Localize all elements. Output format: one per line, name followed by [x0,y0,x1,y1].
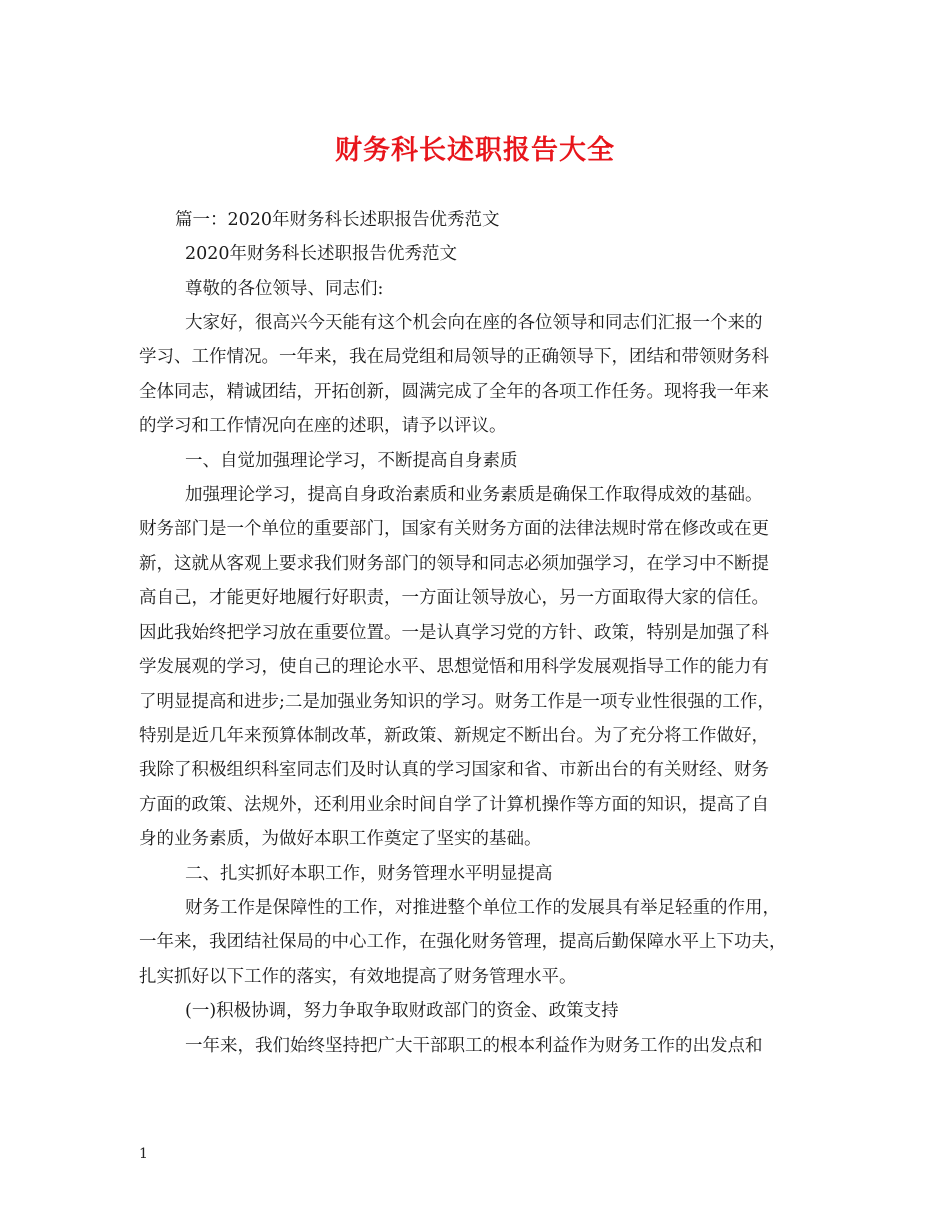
document-title: 财务科长述职报告大全 [335,135,615,166]
line-22: 一年来，我团结社保局的中心工作，在强化财务管理，提高后勤保障水平上下功夫， [139,932,787,952]
line-24: (一)积极协调，努力争取争取财政部门的资金、政策支持 [185,1001,619,1021]
line-14: 学发展观的学习，使自己的理论水平、思想觉悟和用科学发展观指导工作的能力有 [139,657,769,677]
line-1: 篇一：2020年财务科长述职报告优秀范文 [175,210,500,230]
line-4: 大家好，很高兴今天能有这个机会向在座的各位领导和同志们汇报一个来的 [185,313,763,333]
line-15: 了明显提高和进步;二是加强业务知识的学习。财务工作是一项专业性很强的工作， [139,692,775,712]
line-9: 加强理论学习，提高自身政治素质和业务素质是确保工作取得成效的基础。 [185,485,763,505]
line-19: 身的业务素质，为做好本职工作奠定了坚实的基础。 [139,829,542,849]
line-20: 二、扎实抓好本职工作，财务管理水平明显提高 [185,864,553,884]
line-8: 一、自觉加强理论学习，不断提高自身素质 [185,451,518,471]
line-23: 扎实抓好以下工作的落实，有效地提高了财务管理水平。 [139,967,577,987]
line-12: 高自己，才能更好地履行好职责，一方面让领导放心，另一方面取得大家的信任。 [139,588,769,608]
line-25: 一年来，我们始终坚持把广大干部职工的根本利益作为财务工作的出发点和 [185,1036,763,1056]
line-7: 的学习和工作情况向在座的述职，请予以评议。 [139,416,507,436]
line-21: 财务工作是保障性的工作，对推进整个单位工作的发展具有举足轻重的作用， [185,898,780,918]
line-13: 因此我始终把学习放在重要位置。一是认真学习党的方针、政策，特别是加强了科 [139,623,769,643]
line-6: 全体同志，精诚团结，开拓创新，圆满完成了全年的各项工作任务。现将我一年来 [139,382,769,402]
line-16: 特别是近几年来预算体制改革，新政策、新规定不断出台。为了充分将工作做好， [139,726,769,746]
page-number: 1 [139,1146,148,1162]
line-3: 尊敬的各位领导、同志们: [185,279,384,299]
line-11: 新，这就从客观上要求我们财务部门的领导和同志必须加强学习，在学习中不断提 [139,554,769,574]
line-18: 方面的政策、法规外，还利用业余时间自学了计算机操作等方面的知识，提高了自 [139,795,769,815]
line-2: 2020年财务科长述职报告优秀范文 [185,244,458,264]
line-5: 学习、工作情况。一年来，我在局党组和局领导的正确领导下，团结和带领财务科 [139,347,769,367]
line-10: 财务部门是一个单位的重要部门，国家有关财务方面的法律法规时常在修改或在更 [139,519,769,539]
line-17: 我除了积极组织科室同志们及时认真的学习国家和省、市新出台的有关财经、财务 [139,760,769,780]
